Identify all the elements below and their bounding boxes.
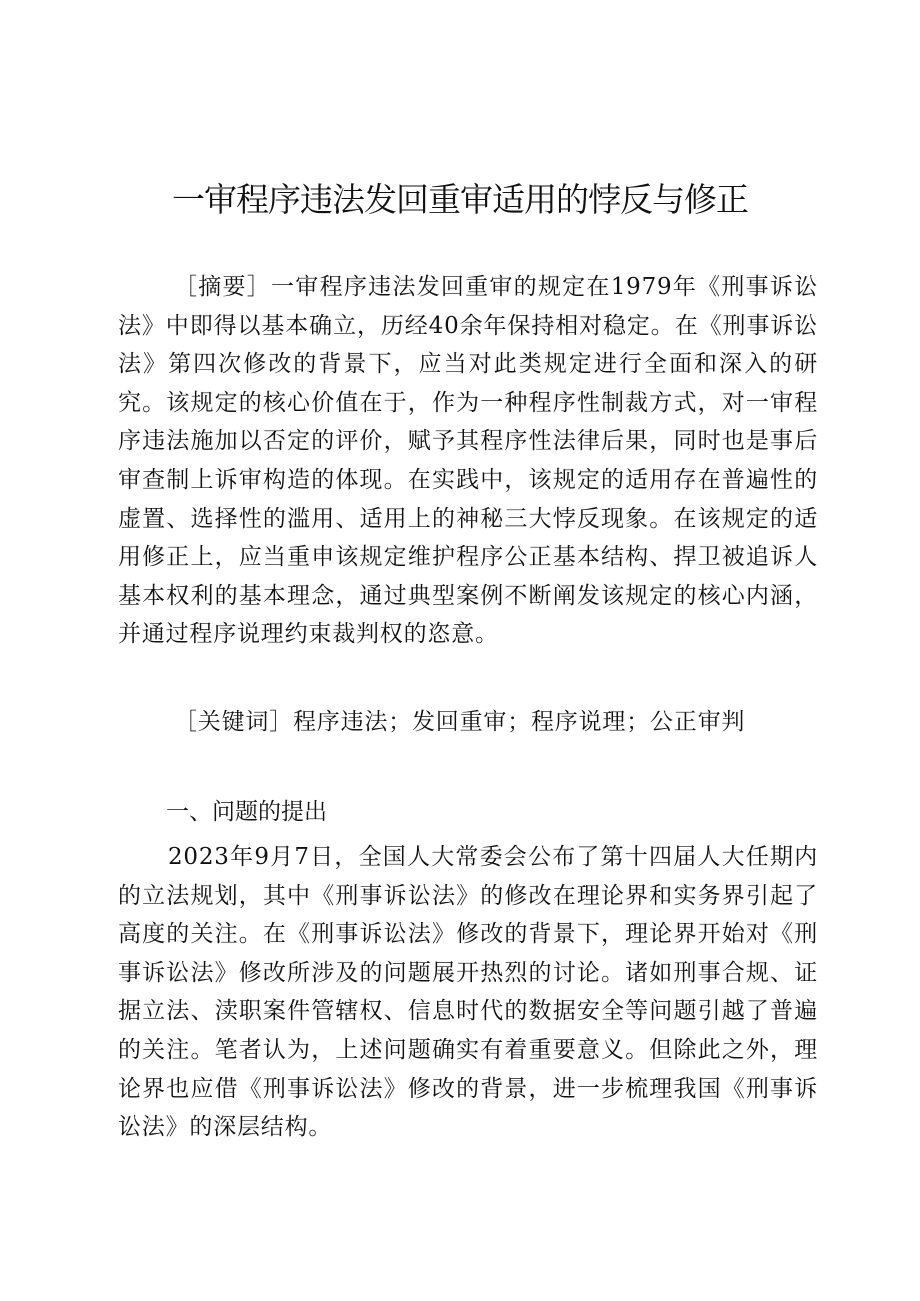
keywords-line: ［关键词］程序违法；发回重审；程序说理；公正审判 bbox=[174, 709, 746, 735]
abstract-paragraph: ［摘要］一审程序违法发回重审的规定在1979年《刑事诉讼法》中即得以基本确立，历经40余年保持相对稳定。在《刑事诉讼法》第四次修改的背景下，应当对此类规定进行全面和深入的研究。该规定的核心价值在于，作为一种程序性制裁方式，对一审程序违法施加以否定的评价，赋予其程序性法律后果，同时也是事后审查制上诉审构造的体现。在实践中，该规定的适用存在普遍性的虚置、选择性的滥用、适用上的神秘三大悖反现象。在该规定的适用修正上，应当重申该规定维护程序公正基本结构、捍卫被追诉人基本权利的基本理念，通过典型案例不断阐发该规定的核心内涵，并通过程序说理约束裁判权的恣意。 bbox=[118, 274, 818, 648]
body-paragraph: 2023年9月7日，全国人大常委会公布了第十四届人大任期内的立法规划，其中《刑事诉讼法》的修改在理论界和实务界引起了高度的关注。在《刑事诉讼法》修改的背景下，理论界开始对《刑事诉讼法》修改所涉及的问题展开热烈的讨论。诸如刑事合规、证据立法、渎职案件管辖权、信息时代的数据安全等问题引越了普遍的关注。笔者认为，上述问题确实有着重要意义。但除此之外，理论界也应借《刑事诉讼法》修改的背景，进一步梳理我国《刑事诉讼法》的深层结构。 bbox=[118, 844, 818, 1141]
section-heading: 一、问题的提出 bbox=[166, 799, 327, 825]
document-title: 一审程序违法发回重审适用的悖反与修正 bbox=[172, 180, 748, 219]
